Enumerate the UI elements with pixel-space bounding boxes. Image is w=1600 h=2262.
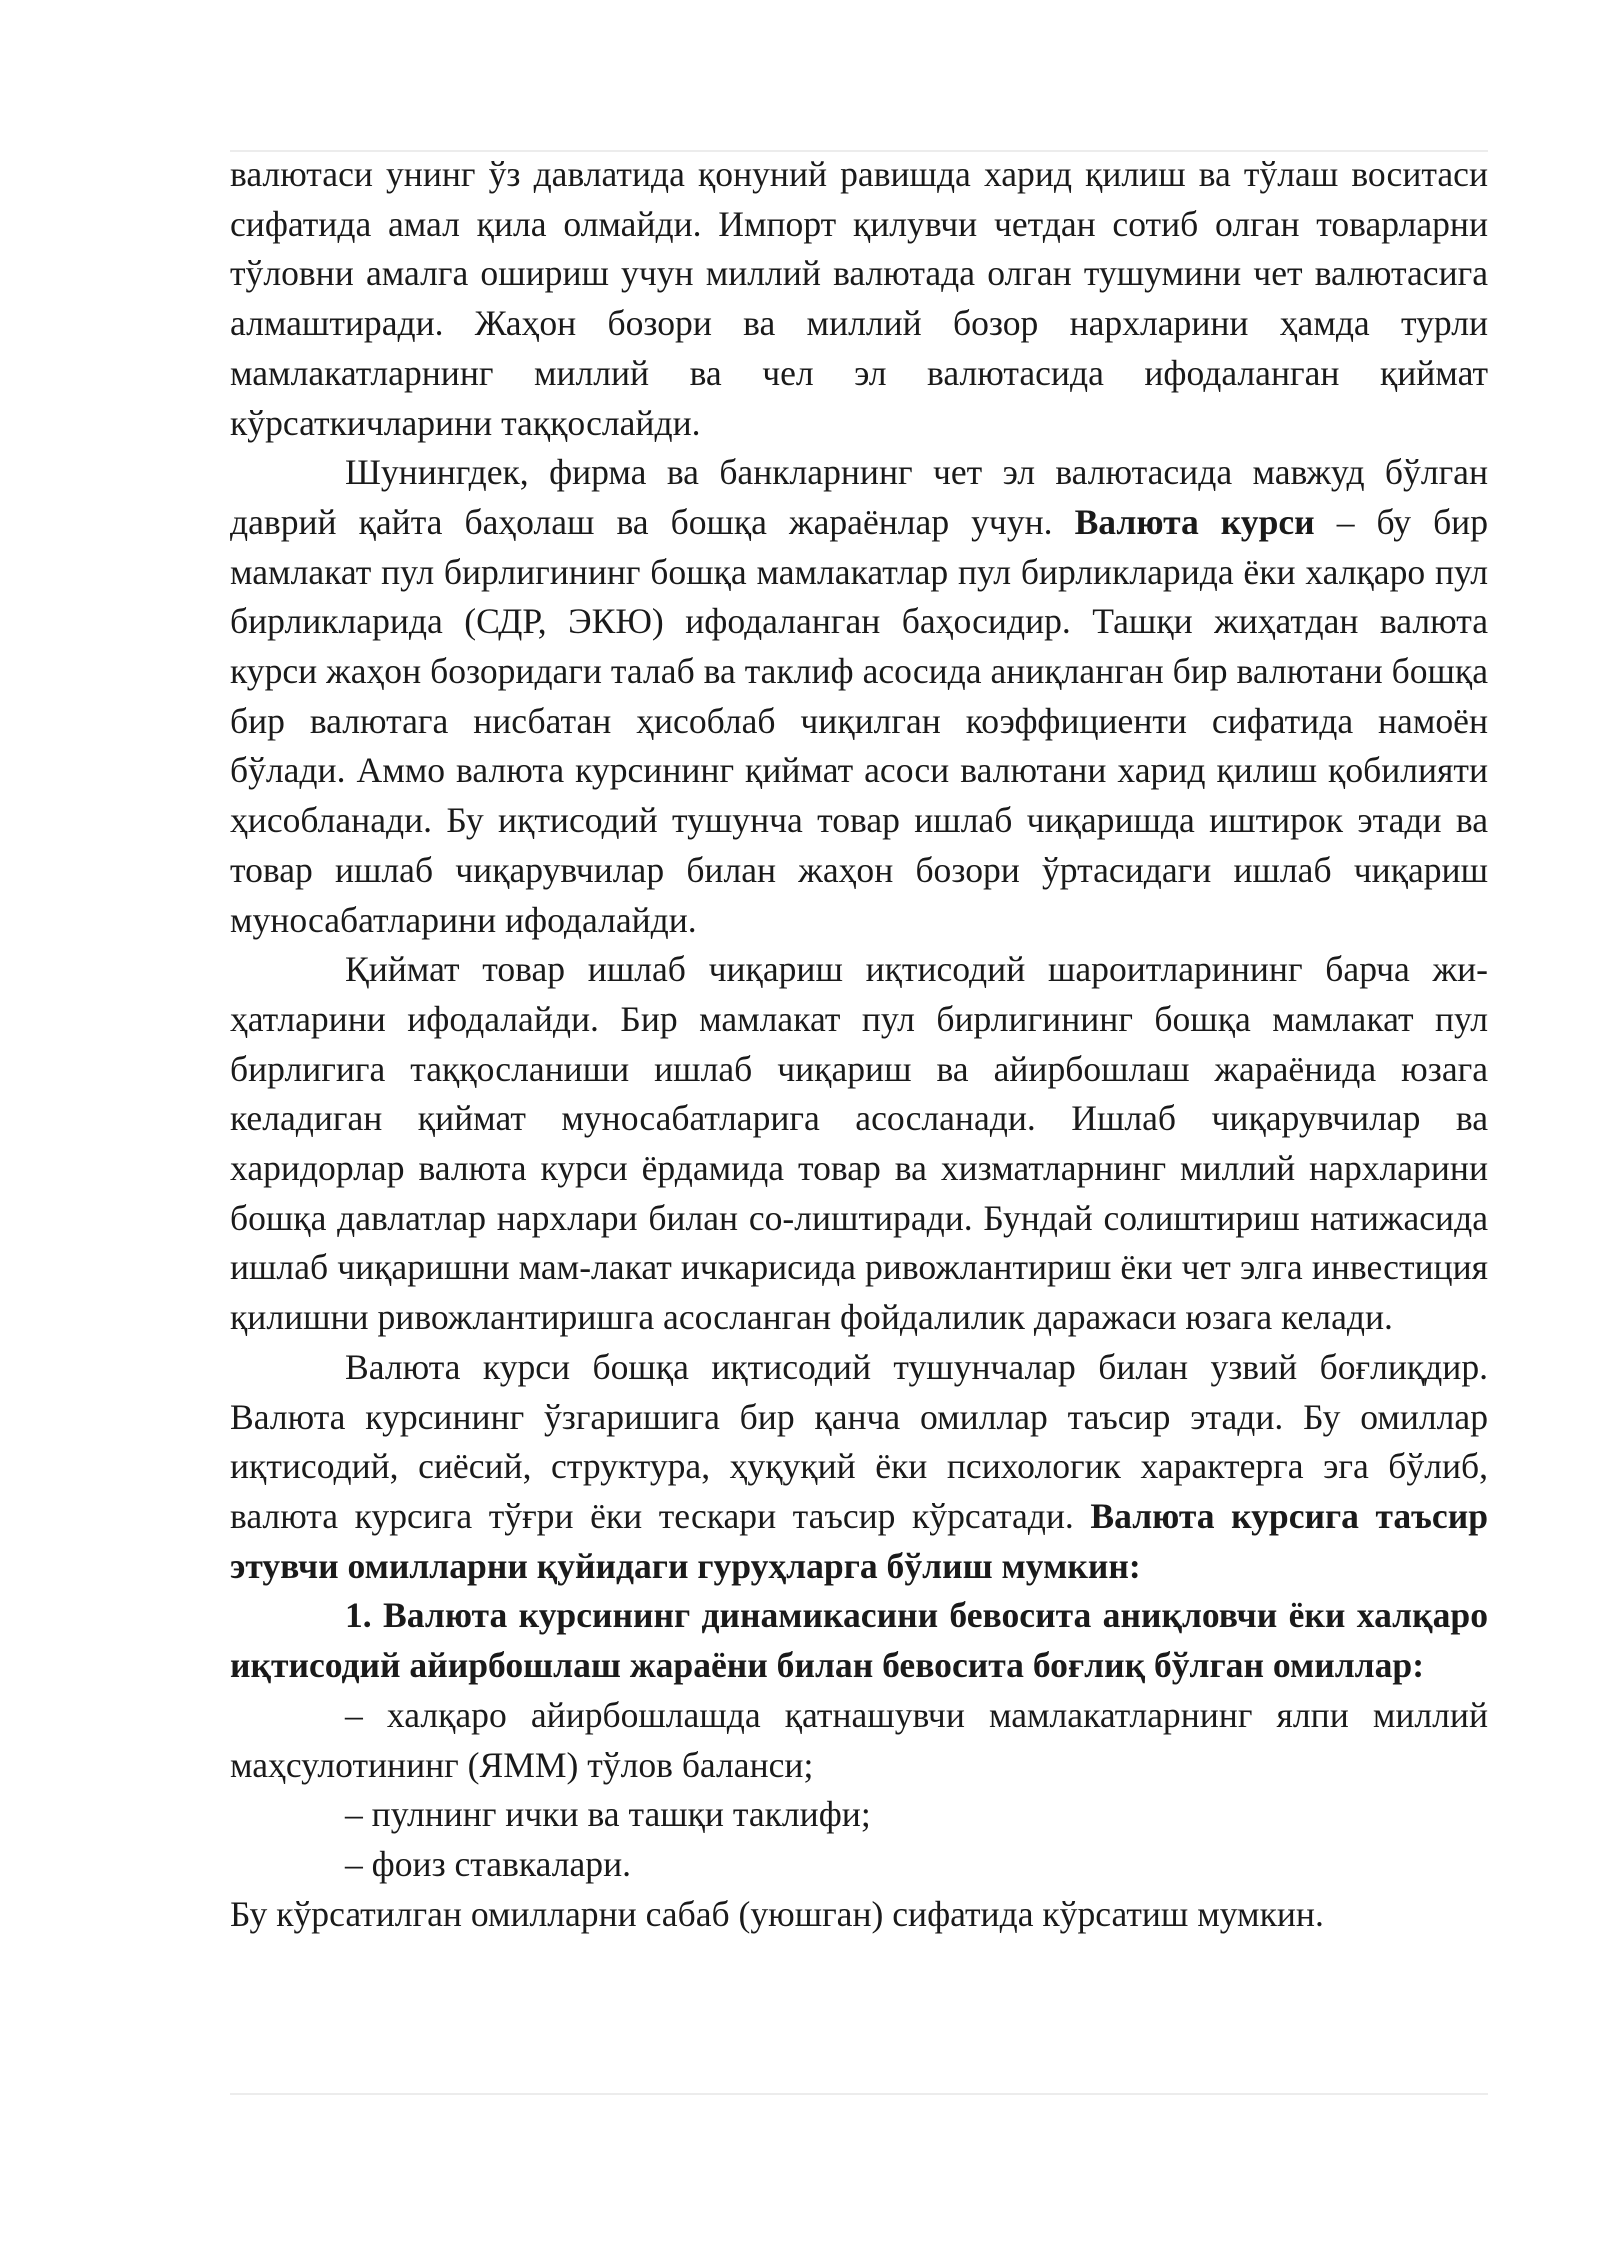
list-item: – фоиз ставкалари. <box>345 1843 631 1884</box>
section-heading-1-text: 1. Валюта курсининг динамикасини бевосита аниқловчи ёки халқаро иқтисодий айирбошлаш жараёни билан бевосита боғлиқ бўлган омиллар: <box>230 1595 1488 1686</box>
paragraph-4-body: Валюта курси бошқа иқтисодий тушунчалар билан узвий боғлиқдир. Валюта курсининг ўзгаришига бир қанча омиллар таъсир этади. Бу омиллар иқтисодий, сиёсий, структура, ҳуқуқий ёки психологик характерга эга бўлиб, валюта курсига тўғри ёки тескари таъсир кўрсатади. <box>230 1346 1488 1536</box>
paragraph-6: Бу кўрсатилган омилларни сабаб (уюшган) сифатида кўрсатиш мумкин. <box>230 1893 1324 1934</box>
list-item: – пулнинг ички ва ташқи таклифи; <box>345 1794 871 1835</box>
document-page <box>230 150 1488 1939</box>
paragraph-2-lead: Шунингдек, фирма ва банкларнинг чет эл валютасида мавжуд бўлган даврий қайта баҳолаш ва бошқа жараёнлар учун. <box>230 452 1488 542</box>
paragraph-1: валютаси унинг ўз давлатида қонуний равишда харид қилиш ва тўлаш воситаси сифатида амал қила олмайди. Импорт қилувчи четдан сотиб олган товарларни тўловни амалга ошириш учун миллий валютада олган тушумини чет валютасига алмаштиради. Жаҳон бозори ва миллий бозор нархларини ҳамда турли мамлакатларнинг миллий ва чел эл валютасида ифодаланган қиймат кўрсаткичларини таққослайди. <box>230 154 1488 443</box>
paragraph-2-body: – бу бир мамлакат пул бирлигининг бошқа мамлакатлар пул бирликларида ёки халқаро пул бирликларида (СДР, ЭКЮ) ифодаланган баҳосидир. Ташқи жиҳатдан валюта курси жаҳон бозоридаги талаб ва таклиф асосида аниқланган бир валютани бошқа бир валютага нисбатан ҳисоблаб чиқилган коэффициенти сифатида намоён бўлади. Аммо валюта курсининг қиймат асоси валютани харид қилиш қобилияти ҳисобланади. Бу иқтисодий тушунча товар ишлаб чиқаришда иштирок этади ва товар ишлаб чиқарувчилар билан жаҳон бозори ўртасидаги ишлаб чиқариш муносабатларини ифодалайди. <box>230 501 1488 940</box>
term-currency-rate: Валюта курси <box>1074 501 1315 542</box>
paragraph-2 <box>230 448 1488 945</box>
paragraph-4-bold-heading: Валюта курсига таъсир этувчи омилларни қуйидаги гуруҳларга бўлиш мумкин: <box>230 1495 1489 1586</box>
list-item: – халқаро айирбошлашда қатнашувчи мамлакатларнинг ялпи миллий маҳсулотининг (ЯММ) тўлов баланси; <box>230 1694 1488 1785</box>
bottom-divider <box>230 2093 1488 2095</box>
paragraph-3: Қиймат товар ишлаб чиқариш иқтисодий шароитларининг барча жи-ҳатларини ифодалайди. Бир мамлакат пул бирлигининг бошқа мамлакат пул бирлигига таққосланиши ишлаб чиқариш ва айирбошлаш жараёнида юзага келадиган қиймат муносабатларига асосланади. Ишлаб чиқарувчилар ва харидорлар валюта курси ёрдамида товар ва хизматларнинг миллий нархларини бошқа давлатлар нархлари билан со-лиштиради. Бундай солиштириш натижасида ишлаб чиқаришни мам-лакат ичкарисида ривожлантириш ёки чет элга инвестиция қилишни ривожлантиришга асосланган фойдалилик даражаси юзага келади. <box>230 949 1488 1338</box>
section-heading-1 <box>230 1591 1488 1690</box>
paragraph-4 <box>230 1343 1488 1592</box>
